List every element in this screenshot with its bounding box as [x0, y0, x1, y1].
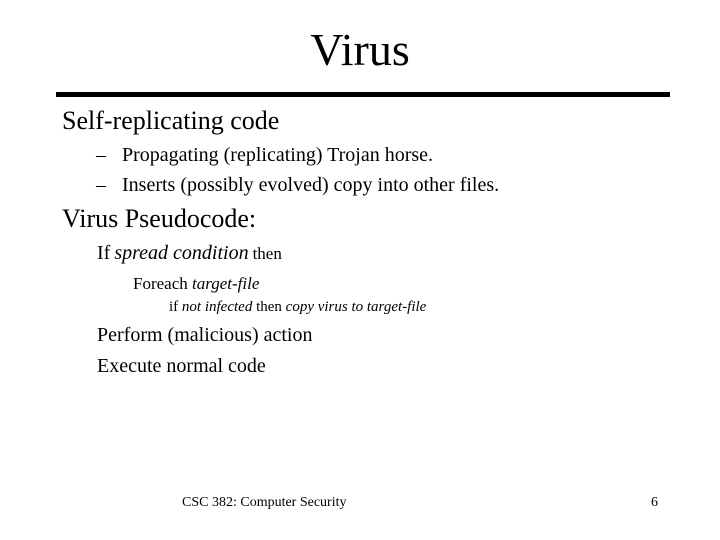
footer-course: CSC 382: Computer Security	[182, 495, 347, 510]
pseudocode-if-line	[97, 242, 282, 265]
sub-bullet-text: Propagating (replicating) Trojan horse.	[122, 144, 434, 166]
pseudocode-perform-line: Perform (malicious) action	[97, 324, 313, 346]
bullet-pseudocode: Virus Pseudocode:	[62, 204, 257, 233]
inner-if-keyword: if	[169, 299, 179, 315]
bullet-self-replicating: Self-replicating code	[62, 106, 280, 135]
sub-bullet-propagating	[96, 144, 433, 167]
not-infected: not infected	[181, 299, 253, 315]
page-number: 6	[651, 495, 658, 510]
then-keyword: then	[252, 244, 282, 263]
target-file: target-file	[192, 274, 260, 293]
dash-marker: –	[96, 174, 106, 196]
inner-then-keyword: then	[256, 299, 282, 315]
foreach-keyword: Foreach	[133, 274, 188, 293]
copy-virus: copy virus to target-file	[285, 299, 427, 315]
if-keyword: If	[97, 242, 111, 264]
spread-condition: spread condition	[114, 242, 249, 264]
title-divider	[56, 92, 670, 97]
pseudocode-execute-line: Execute normal code	[97, 355, 266, 377]
sub-bullet-inserts	[96, 174, 499, 197]
dash-marker: –	[96, 144, 106, 166]
slide-title: Virus	[310, 24, 410, 75]
pseudocode-infect-line	[169, 299, 426, 316]
pseudocode-foreach-line	[133, 274, 259, 294]
sub-bullet-text: Inserts (possibly evolved) copy into other files.	[122, 174, 500, 196]
